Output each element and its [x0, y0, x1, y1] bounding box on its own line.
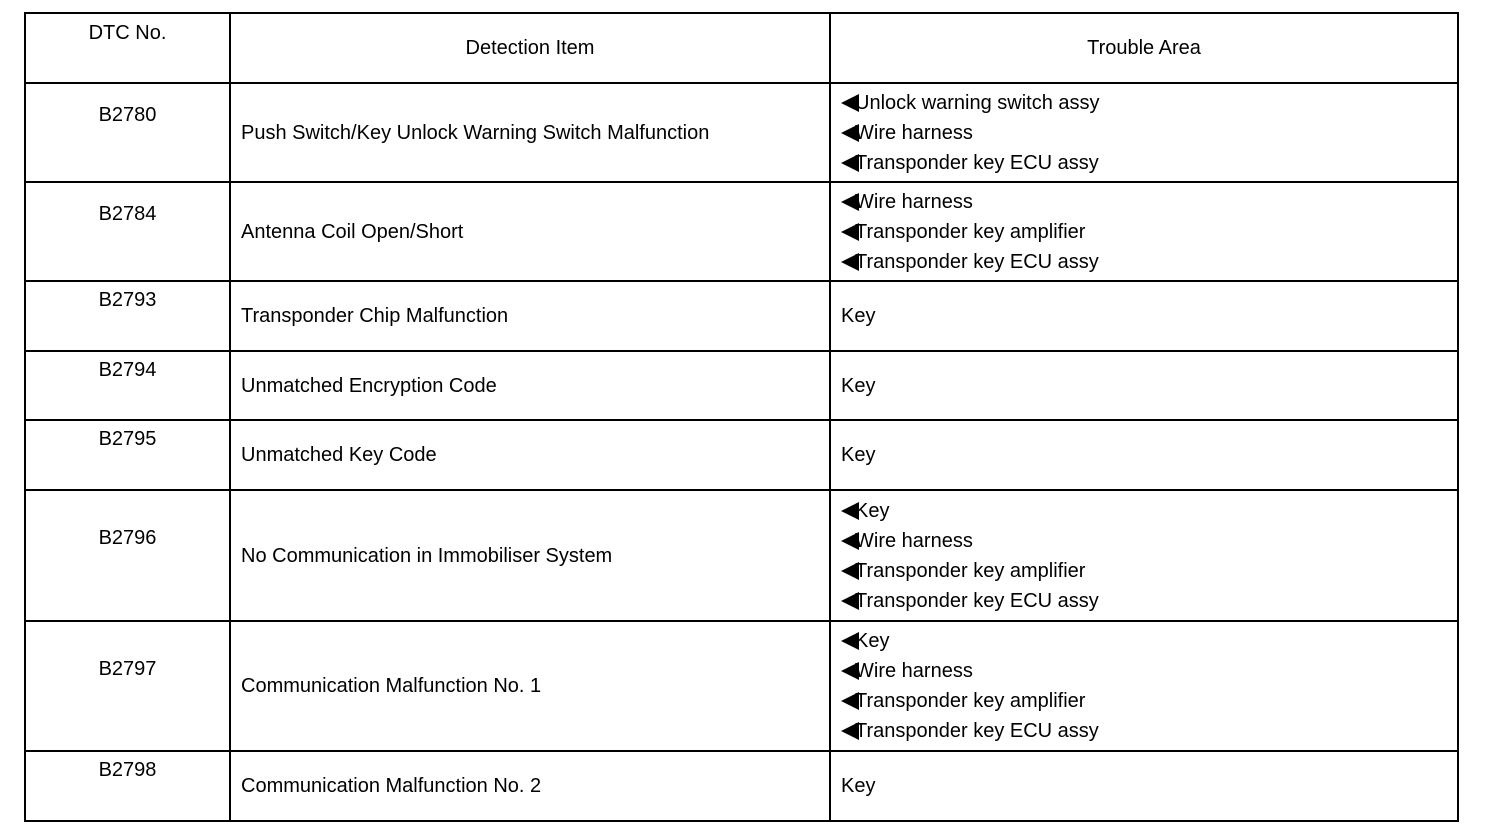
dtc-code: B2795: [98, 428, 157, 450]
trouble-area-item: [841, 556, 1457, 586]
table-row: [25, 351, 1458, 420]
trouble-area-text: Transponder key amplifier: [855, 220, 1086, 243]
trouble-area-cell: [830, 182, 1458, 281]
trouble-area-text: Transponder key amplifier: [855, 559, 1086, 582]
detection-item: Antenna Coil Open/Short: [230, 182, 830, 281]
header-detection-item: Detection Item: [230, 13, 830, 83]
trouble-area-text: Wire harness: [855, 660, 973, 682]
dtc-code: B2798: [98, 759, 157, 781]
trouble-area-text: Key: [841, 374, 876, 397]
dtc-code-cell: [25, 490, 230, 621]
dtc-code-cell: [25, 621, 230, 751]
trouble-area-list: [841, 301, 1457, 331]
trouble-area-list: [841, 771, 1457, 801]
trouble-area-item: [841, 586, 1457, 616]
detection-item: Communication Malfunction No. 1: [230, 621, 830, 751]
table-row: [25, 182, 1458, 281]
trouble-area-item: [841, 526, 1457, 556]
dtc-code: B2797: [98, 658, 157, 680]
dtc-code-cell: [25, 420, 230, 490]
trouble-area-text: Wire harness: [855, 529, 973, 552]
trouble-area-item: [841, 217, 1457, 247]
header-dtc-no: DTC No.: [25, 13, 230, 83]
trouble-area-cell: [830, 420, 1458, 490]
trouble-area-text: Wire harness: [855, 190, 973, 213]
dtc-table-body: [25, 13, 1458, 821]
trouble-area-item: [841, 771, 1457, 801]
trouble-area-text: Key: [841, 305, 876, 327]
trouble-area-item: [841, 301, 1457, 331]
dtc-code: B2796: [98, 527, 157, 549]
trouble-area-item: [841, 187, 1457, 217]
detection-item: Communication Malfunction No. 2: [230, 751, 830, 821]
dtc-code-cell: [25, 751, 230, 821]
trouble-area-text: Transponder key ECU assy: [855, 720, 1099, 742]
trouble-area-text: Key: [855, 630, 890, 652]
table-row: [25, 83, 1458, 182]
dtc-code-cell: [25, 351, 230, 420]
table-row: [25, 490, 1458, 621]
trouble-area-list: [841, 187, 1457, 277]
trouble-area-item: [841, 148, 1457, 178]
trouble-area-text: Key: [841, 775, 876, 797]
trouble-area-item: [841, 686, 1457, 716]
trouble-area-list: [841, 496, 1457, 616]
table-row: [25, 751, 1458, 821]
trouble-area-list: [841, 440, 1457, 470]
trouble-area-cell: [830, 83, 1458, 182]
trouble-area-text: Transponder key ECU assy: [855, 151, 1099, 174]
dtc-code-cell: [25, 83, 230, 182]
trouble-area-list: [841, 626, 1457, 746]
dtc-code: B2784: [98, 203, 157, 225]
trouble-area-item: [841, 496, 1457, 526]
table-row: [25, 621, 1458, 751]
trouble-area-cell: [830, 490, 1458, 621]
trouble-area-text: Transponder key amplifier: [855, 690, 1086, 712]
header-trouble-area: Trouble Area: [830, 13, 1458, 83]
detection-item: Unmatched Encryption Code: [230, 351, 830, 420]
trouble-area-list: [841, 88, 1457, 178]
header-row: [25, 13, 1458, 83]
trouble-area-item: [841, 371, 1457, 401]
trouble-area-item: [841, 247, 1457, 277]
trouble-area-item: [841, 440, 1457, 470]
dtc-code: B2793: [98, 289, 157, 311]
dtc-table: [24, 12, 1459, 822]
trouble-area-cell: [830, 621, 1458, 751]
trouble-area-text: Key: [841, 444, 876, 466]
trouble-area-item: [841, 88, 1457, 118]
trouble-area-item: [841, 716, 1457, 746]
trouble-area-cell: [830, 281, 1458, 351]
detection-item: No Communication in Immobiliser System: [230, 490, 830, 621]
trouble-area-cell: [830, 751, 1458, 821]
dtc-code-cell: [25, 182, 230, 281]
trouble-area-list: [841, 371, 1457, 401]
trouble-area-text: Unlock warning switch assy: [855, 91, 1100, 114]
dtc-code-cell: [25, 281, 230, 351]
trouble-area-item: [841, 656, 1457, 686]
trouble-area-item: [841, 626, 1457, 656]
trouble-area-text: Transponder key ECU assy: [855, 589, 1099, 612]
detection-item: Push Switch/Key Unlock Warning Switch Malfunction: [230, 83, 830, 182]
dtc-code: B2780: [98, 104, 157, 126]
trouble-area-text: Transponder key ECU assy: [855, 250, 1099, 273]
trouble-area-text: Key: [855, 499, 890, 522]
detection-item: Unmatched Key Code: [230, 420, 830, 490]
trouble-area-cell: [830, 351, 1458, 420]
trouble-area-text: Wire harness: [855, 121, 973, 144]
trouble-area-item: [841, 118, 1457, 148]
dtc-code: B2794: [98, 359, 157, 381]
detection-item: Transponder Chip Malfunction: [230, 281, 830, 351]
table-row: [25, 281, 1458, 351]
table-row: [25, 420, 1458, 490]
